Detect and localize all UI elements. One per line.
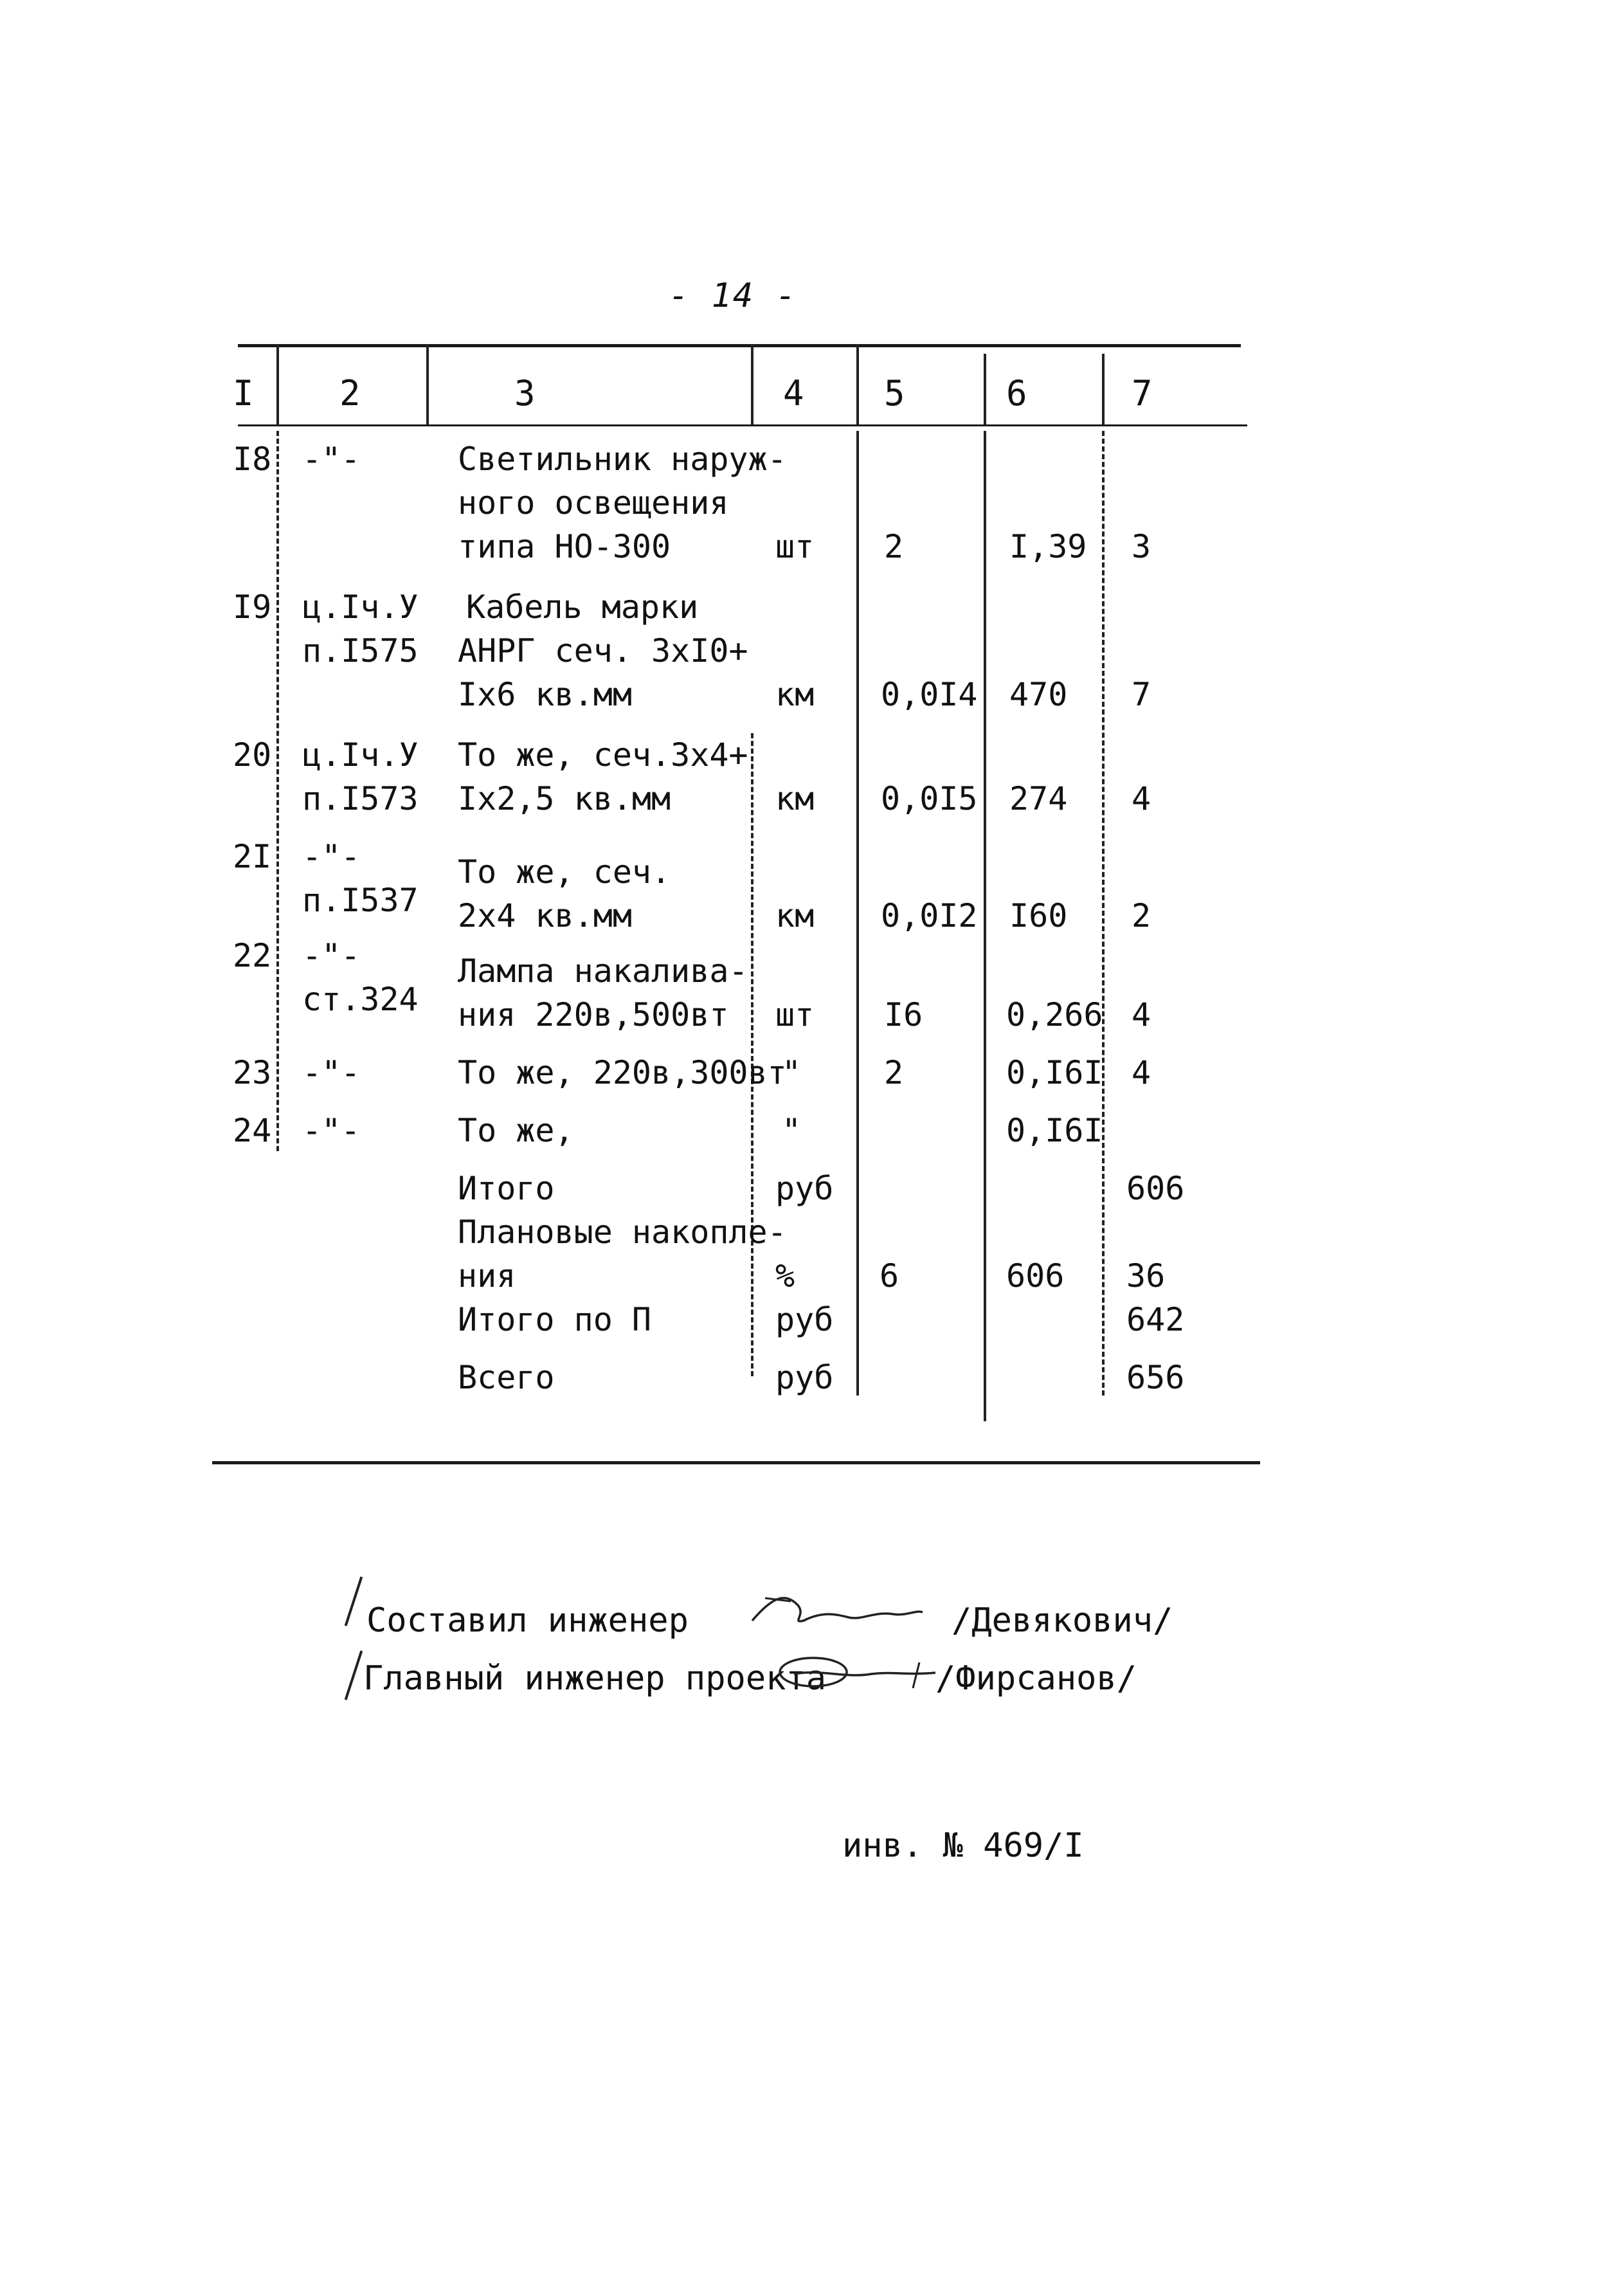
row-19-number: I9 — [233, 588, 272, 626]
row-23-unit: " — [782, 1054, 802, 1091]
column-divider-3 — [751, 344, 753, 424]
body-divider-1 — [276, 431, 279, 1151]
summary-planned-price: 606 — [1006, 1257, 1065, 1295]
summary-grand-label: Всего — [458, 1359, 555, 1396]
row-22-ref-2: ст.324 — [302, 981, 419, 1018]
column-divider-5 — [984, 354, 986, 424]
row-23-ref: -"- — [302, 1054, 361, 1091]
summary-total-p-label: Итого по П — [458, 1301, 652, 1338]
header-col-4: 4 — [783, 373, 804, 414]
row-18-total: 3 — [1132, 528, 1151, 565]
body-divider-4 — [856, 431, 859, 1396]
row-22-number: 22 — [233, 937, 272, 974]
table-top-rule — [238, 344, 1241, 347]
row-20-desc-2: Iх2,5 кв.мм — [458, 780, 671, 817]
row-21-qty: 0,0I2 — [881, 897, 978, 934]
row-18-unit: шт — [775, 528, 815, 565]
slash-mark-2 — [345, 1650, 363, 1700]
row-18-desc-3: типа НО-300 — [458, 528, 671, 565]
compiled-signature — [746, 1585, 926, 1637]
row-18-number: I8 — [233, 441, 272, 478]
body-divider-6 — [1102, 431, 1105, 1396]
header-col-2: 2 — [339, 373, 361, 414]
row-19-desc-3: Iх6 кв.мм — [458, 676, 632, 713]
row-22-qty: I6 — [884, 996, 923, 1033]
compiled-by-label: Составил инженер — [366, 1601, 689, 1640]
column-divider-1 — [276, 344, 279, 424]
column-divider-6 — [1102, 354, 1105, 424]
header-col-3: 3 — [514, 373, 536, 414]
summary-planned-label-1: Плановые накопле- — [458, 1214, 787, 1251]
slash-mark-1 — [345, 1576, 363, 1626]
row-20-total: 4 — [1132, 780, 1151, 817]
summary-grand-unit: руб — [775, 1359, 834, 1396]
row-22-price: 0,266 — [1006, 996, 1103, 1033]
row-22-total: 4 — [1132, 996, 1151, 1033]
row-21-ref-1: -"- — [302, 838, 361, 875]
chief-engineer-name: /Фирсанов/ — [935, 1659, 1137, 1698]
compiled-by-name: /Девякович/ — [952, 1601, 1173, 1640]
row-22-desc-1: Лампа накалива- — [458, 952, 748, 990]
row-22-unit: шт — [775, 996, 815, 1033]
row-22-ref-1: -"- — [302, 937, 361, 974]
row-20-unit: км — [775, 780, 815, 817]
row-23-price: 0,I6I — [1006, 1054, 1103, 1091]
header-col-5: 5 — [884, 373, 905, 414]
row-23-number: 23 — [233, 1054, 272, 1091]
row-19-ref-2: п.I575 — [302, 632, 419, 669]
row-21-price: I60 — [1009, 897, 1068, 934]
row-19-price: 470 — [1009, 676, 1068, 713]
row-21-desc-1: То же, сеч. — [458, 853, 671, 891]
row-21-total: 2 — [1132, 897, 1151, 934]
row-24-unit: " — [782, 1112, 802, 1149]
row-20-desc-1: То же, сеч.3х4+ — [458, 736, 748, 774]
row-18-qty: 2 — [884, 528, 904, 565]
page-number: - 14 - — [669, 277, 797, 315]
row-19-qty: 0,0I4 — [881, 676, 978, 713]
summary-total-p-total: 642 — [1126, 1301, 1185, 1338]
row-24-price: 0,I6I — [1006, 1112, 1103, 1149]
row-23-desc: То же, 220в,300вт — [458, 1054, 787, 1091]
chief-signature — [775, 1650, 942, 1695]
row-24-ref: -"- — [302, 1112, 361, 1149]
row-20-ref-2: п.I573 — [302, 780, 419, 817]
row-19-ref-1: ц.Iч.У — [302, 588, 419, 626]
summary-planned-total: 36 — [1126, 1257, 1166, 1295]
summary-planned-qty: 6 — [880, 1257, 899, 1295]
row-20-ref-1: ц.Iч.У — [302, 736, 419, 774]
row-21-ref-2: п.I537 — [302, 882, 419, 919]
summary-subtotal-label: Итого — [458, 1170, 555, 1207]
row-23-total: 4 — [1132, 1054, 1151, 1091]
row-19-desc-2: АНРГ сеч. 3хI0+ — [458, 632, 748, 669]
row-20-qty: 0,0I5 — [881, 780, 978, 817]
row-23-qty: 2 — [884, 1054, 904, 1091]
header-col-1: I — [233, 373, 254, 414]
column-divider-4 — [856, 344, 859, 424]
summary-subtotal-unit: руб — [775, 1170, 834, 1207]
body-divider-5 — [984, 431, 986, 1421]
row-22-desc-2: ния 220в,500вт — [458, 996, 729, 1033]
chief-engineer-label: Главный инженер проекта — [363, 1659, 827, 1698]
row-20-price: 274 — [1009, 780, 1068, 817]
table-header-rule — [238, 424, 1247, 426]
header-col-6: 6 — [1006, 373, 1027, 414]
column-divider-2 — [426, 344, 429, 424]
row-20-number: 20 — [233, 736, 272, 774]
row-24-desc: То же, — [458, 1112, 574, 1149]
row-24-number: 24 — [233, 1112, 272, 1149]
row-18-ref: -"- — [302, 441, 361, 478]
row-18-desc-2: ного освещения — [458, 484, 729, 522]
row-19-unit: км — [775, 676, 815, 713]
row-18-desc-1: Светильник наруж- — [458, 441, 787, 478]
row-21-unit: км — [775, 897, 815, 934]
header-col-7: 7 — [1132, 373, 1153, 414]
row-21-number: 2I — [233, 838, 272, 875]
table-bottom-rule — [212, 1461, 1260, 1464]
summary-planned-label-2: ния — [458, 1257, 516, 1295]
summary-grand-total: 656 — [1126, 1359, 1185, 1396]
row-21-desc-2: 2х4 кв.мм — [458, 897, 632, 934]
summary-total-p-unit: руб — [775, 1301, 834, 1338]
row-19-desc-1: Кабель марки — [466, 588, 699, 626]
summary-planned-unit: % — [775, 1257, 795, 1295]
row-19-total: 7 — [1132, 676, 1151, 713]
inventory-number: инв. № 469/I — [842, 1826, 1084, 1865]
row-18-price: I,39 — [1009, 528, 1087, 565]
summary-subtotal-total: 606 — [1126, 1170, 1185, 1207]
